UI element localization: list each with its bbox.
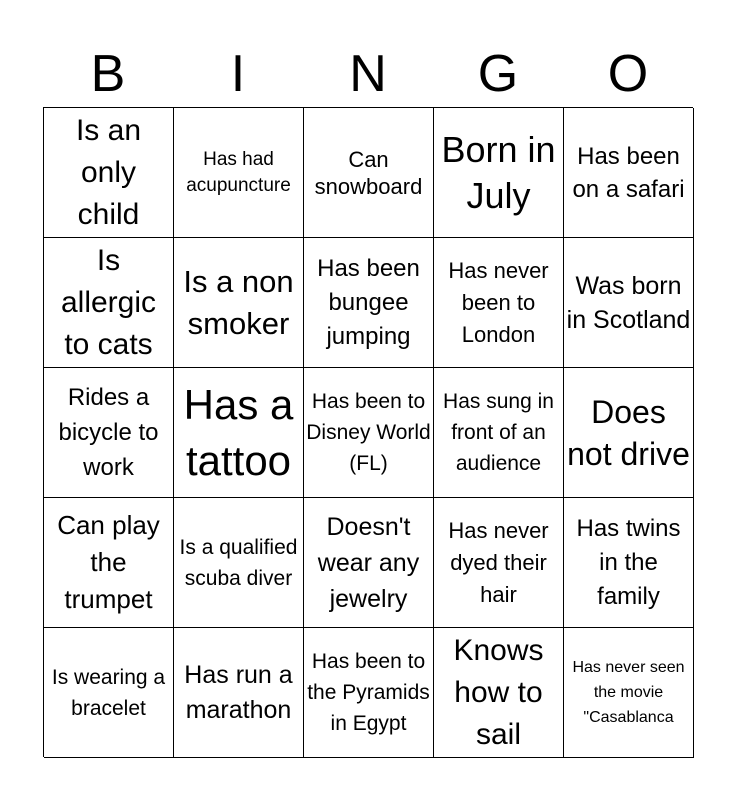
bingo-cell[interactable] <box>564 108 694 238</box>
bingo-cell[interactable] <box>434 238 564 368</box>
cell-text: Is a qualified scuba diver <box>179 535 298 590</box>
cell-text: Does not drive <box>567 393 690 472</box>
cell-text: Has sung in front of an audience <box>443 390 554 475</box>
cell-text: Is wearing a bracelet <box>51 665 166 720</box>
bingo-cell[interactable] <box>434 498 564 628</box>
cell-text: Is a non smoker <box>183 263 294 341</box>
cell-text: Has a tattoo <box>183 380 294 484</box>
bingo-cell[interactable] <box>304 368 434 498</box>
cell-text: Has been on a safari <box>572 142 685 203</box>
cell-text: Knows how to sail <box>453 633 544 751</box>
bingo-cell[interactable] <box>304 628 434 758</box>
bingo-cell[interactable] <box>44 628 174 758</box>
header-letter-g: G <box>477 45 519 103</box>
cell-text: Rides a bicycle to work <box>58 384 159 481</box>
bingo-cell[interactable] <box>564 368 694 498</box>
cell-text: Has been to the Pyramids in Egypt <box>307 650 430 735</box>
bingo-cell[interactable] <box>44 238 174 368</box>
header-letter-b: B <box>90 45 126 103</box>
bingo-header <box>43 42 693 106</box>
header-letter-n: N <box>349 45 387 103</box>
cell-text: Is an only child <box>75 113 142 231</box>
bingo-cell[interactable] <box>44 498 174 628</box>
bingo-cell[interactable] <box>174 368 304 498</box>
cell-text: Has been bungee jumping <box>317 254 420 350</box>
bingo-cell[interactable] <box>174 628 304 758</box>
bingo-cell[interactable] <box>304 108 434 238</box>
bingo-cell[interactable] <box>174 108 304 238</box>
cell-text: Can play the trumpet <box>57 510 160 614</box>
bingo-cell[interactable] <box>564 238 694 368</box>
cell-text: Has never seen the movie "Casablanca <box>572 659 685 726</box>
cell-text: Has been to Disney World (FL) <box>306 390 431 475</box>
bingo-cell[interactable] <box>434 628 564 758</box>
cell-text: Has twins in the family <box>576 514 681 610</box>
cell-text: Doesn't wear any jewelry <box>317 512 420 613</box>
cell-text: Has had acupuncture <box>186 148 291 196</box>
bingo-cell[interactable] <box>44 108 174 238</box>
bingo-cell[interactable] <box>304 498 434 628</box>
bingo-cell[interactable] <box>174 498 304 628</box>
cell-text: Can snowboard <box>314 146 423 199</box>
cell-text: Has never been to London <box>448 257 549 347</box>
bingo-cell[interactable] <box>434 368 564 498</box>
cell-text: Has run a marathon <box>184 660 293 724</box>
bingo-cell[interactable] <box>564 628 694 758</box>
cell-text: Has never dyed their hair <box>448 517 549 607</box>
bingo-cell[interactable] <box>434 108 564 238</box>
header-letter-i: I <box>230 45 246 103</box>
cell-text: Was born in Scotland <box>566 271 691 334</box>
bingo-cell[interactable] <box>304 238 434 368</box>
bingo-cell[interactable] <box>174 238 304 368</box>
cell-text: Is allergic to cats <box>60 243 157 361</box>
bingo-board <box>43 107 693 757</box>
cell-text: Born in July <box>441 128 556 216</box>
bingo-cell[interactable] <box>564 498 694 628</box>
bingo-cell[interactable] <box>44 368 174 498</box>
header-letter-o: O <box>607 45 649 103</box>
